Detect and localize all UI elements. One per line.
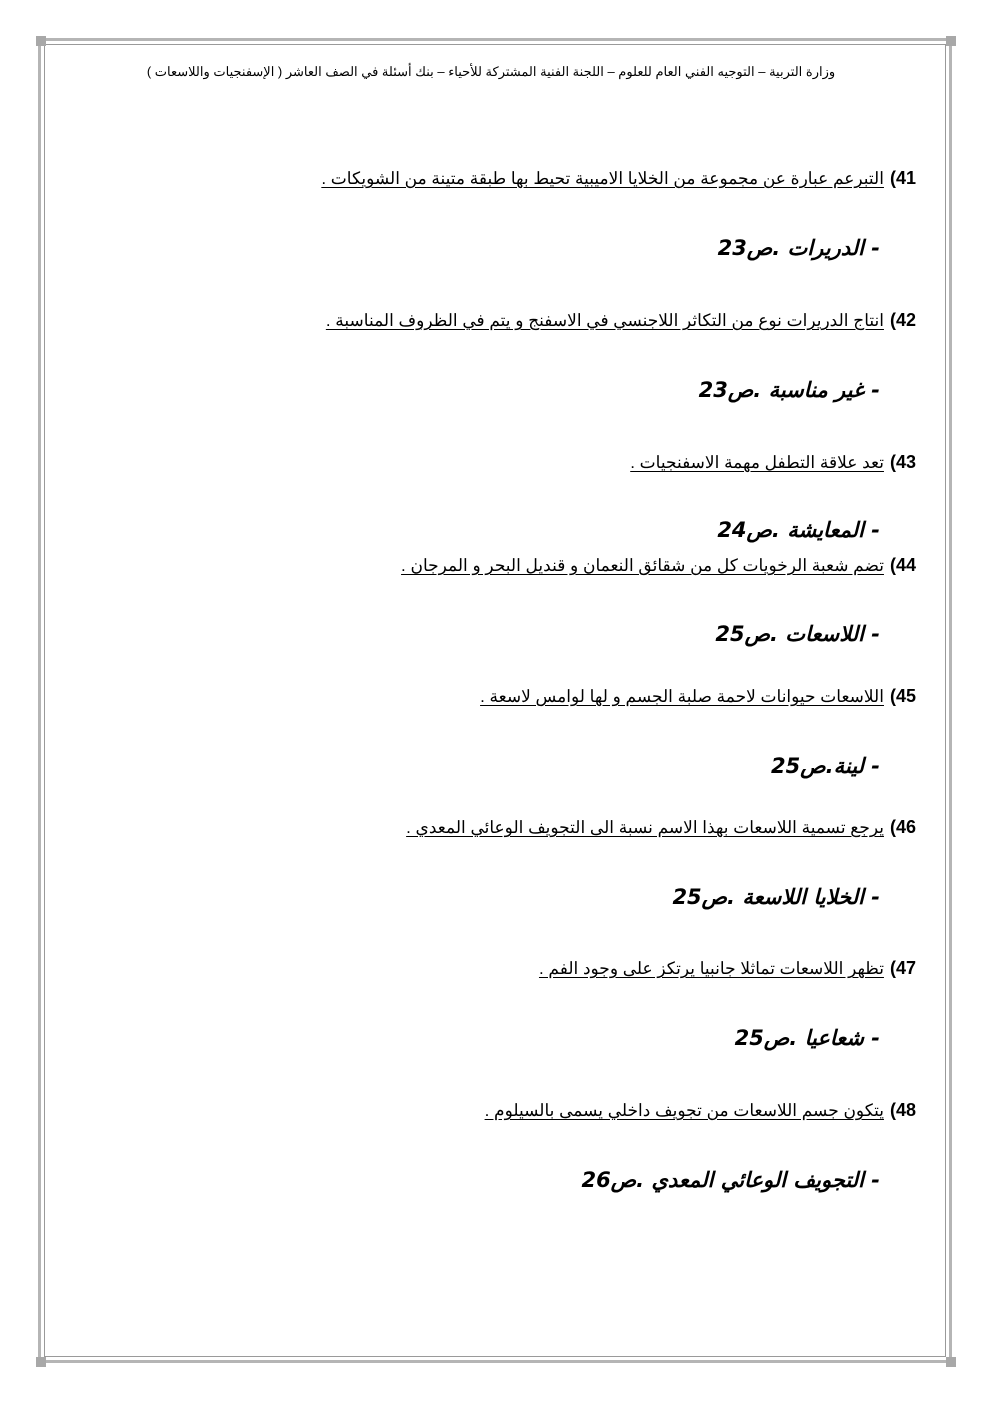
border-corner: [36, 1357, 46, 1367]
question-44: [401, 555, 916, 576]
question-43: [630, 452, 916, 473]
question-statement: اللاسعات حيوانات لاحمة صلبة الجسم و لها لوامس لاسعة .: [480, 687, 884, 706]
border-corner: [946, 1357, 956, 1367]
border-corner: [946, 36, 956, 46]
question-48: [485, 1100, 916, 1121]
question-42: [326, 310, 916, 331]
question-45: [480, 686, 916, 707]
answer-42: - غير مناسبة .ص23: [698, 378, 880, 402]
question-statement: التبرعم عبارة عن مجموعة من الخلايا الاميبية تحيط بها طبقة متينة من الشويكات .: [321, 169, 884, 188]
question-statement: يرجع تسمية اللاسعات بهذا الاسم نسبة الى التجويف الوعائي المعدي .: [406, 818, 884, 837]
question-statement: تضم شعبة الرخويات كل من شقائق النعمان و قنديل البحر و المرجان .: [401, 556, 884, 575]
answer-45: - لينة.ص25: [771, 754, 880, 778]
question-47: [539, 958, 916, 979]
question-statement: انتاج الدريرات نوع من التكاثر اللاجنسي في الاسفنج و يتم في الظروف المناسبة .: [325, 311, 884, 330]
question-number: 48): [889, 1100, 916, 1120]
answer-41: - الدريرات .ص23: [717, 236, 880, 260]
answer-46: - الخلايا اللاسعة .ص25: [672, 885, 880, 909]
question-statement: تعد علاقة التطفل مهمة الاسفنجيات .: [630, 453, 884, 472]
question-46: [406, 817, 916, 838]
question-number: 47): [889, 958, 916, 978]
question-number: 45): [889, 686, 916, 706]
question-statement: يتكون جسم اللاسعات من تجويف داخلي يسمى بالسيلوم .: [484, 1101, 884, 1120]
answer-47: - شعاعيا .ص25: [734, 1026, 880, 1050]
question-number: 43): [889, 452, 916, 472]
answer-48: - التجويف الوعائي المعدي .ص26: [581, 1168, 880, 1192]
page-header: وزارة التربية – التوجيه الفني العام للعلوم – اللجنة الفنية المشتركة للأحياء – بنك أسئلة في الصف العاشر ( الإسفنجيات واللاسعات ): [146, 64, 836, 79]
question-number: 46): [889, 817, 916, 837]
question-41: [321, 168, 916, 189]
answer-44: - اللاسعات .ص25: [715, 622, 880, 646]
border-corner: [36, 36, 46, 46]
question-statement: تظهر اللاسعات تماثلا جانبيا يرتكز على وجود الفم .: [538, 959, 884, 978]
question-number: 44): [889, 555, 916, 575]
question-number: 42): [889, 310, 916, 330]
question-number: 41): [889, 168, 916, 188]
answer-43: - المعايشة .ص24: [717, 518, 880, 542]
